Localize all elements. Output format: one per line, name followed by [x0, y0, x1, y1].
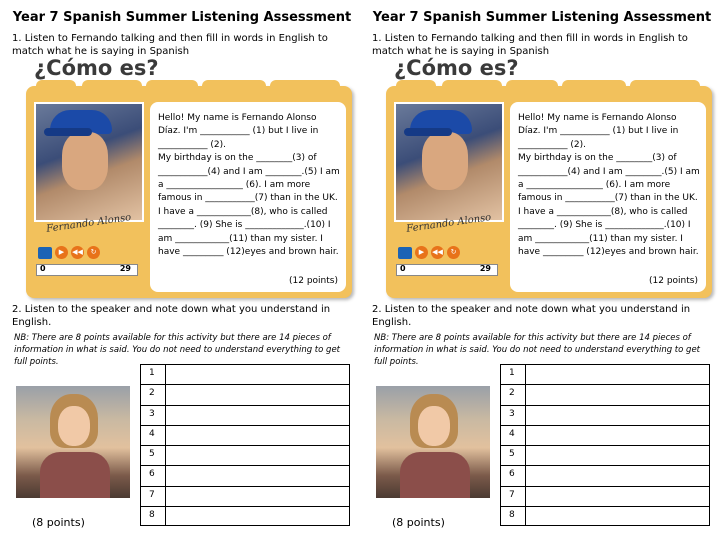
- listening-panel: [386, 86, 712, 298]
- shirt-shape: [40, 452, 110, 498]
- face-shape: [418, 406, 450, 446]
- row-number: 3: [509, 408, 515, 419]
- answer-row[interactable]: [140, 465, 350, 485]
- passage-text: Hello! My name is Fernando Alonso Díaz. I'm ___________ (1) but I live in ___________ (2). My birthday is on the ________(3) of ___________(4) and I am ________.(5) I am a _________________ (6). I am more famous in ___________(7) than in the UK. I have a ____________(8), who is called ________. (9) She is _____________.(10) I am ____________(11) than my sister. I have _________ (12)eyes and brown hair.: [518, 113, 700, 258]
- row-divider: [525, 446, 526, 465]
- listening-panel: [26, 86, 352, 298]
- fernando-photo: [394, 102, 504, 222]
- answer-table: [500, 364, 710, 526]
- worksheet-title: Year 7 Spanish Summer Listening Assessment: [372, 10, 712, 25]
- panel-tab: [146, 80, 198, 94]
- answer-row[interactable]: [500, 425, 710, 445]
- progress-start: 0: [40, 264, 46, 273]
- question-2-instructions: 2. Listen to the speaker and note down what you understand in English.: [12, 304, 331, 328]
- passage-text: Hello! My name is Fernando Alonso Díaz. I'm ___________ (1) but I live in ___________ (2). My birthday is on the ________(3) of ___________(4) and I am ________.(5) I am a _________________ (6). I am more famous in ___________(7) than in the UK. I have a ____________(8), who is called ________. (9) She is _____________.(10) I am ____________(11) than my sister. I have _________ (12)eyes and brown hair.: [158, 113, 340, 258]
- rewind-icon[interactable]: ◀◀: [71, 246, 84, 259]
- row-divider: [525, 466, 526, 485]
- answer-row[interactable]: [140, 445, 350, 465]
- row-divider: [525, 365, 526, 384]
- row-number: 7: [509, 489, 515, 500]
- audio-progress-bar[interactable]: [396, 264, 498, 276]
- row-number: 1: [509, 368, 515, 378]
- speaker-photo: [16, 386, 130, 498]
- row-number: 5: [149, 449, 155, 459]
- play-icon[interactable]: ▶: [415, 246, 428, 259]
- passage-points: (12 points): [289, 276, 338, 286]
- row-number: 2: [149, 388, 155, 399]
- como-es-heading: ¿Cómo es?: [394, 56, 519, 80]
- answer-row[interactable]: [500, 445, 710, 465]
- row-number: 6: [509, 469, 515, 480]
- signature: Fernando Alonso: [45, 212, 132, 235]
- speaker-icon[interactable]: [38, 247, 52, 259]
- row-divider: [165, 507, 166, 525]
- question-1-instructions: 1. Listen to Fernando talking and then fill in words in English to match what he is saying in Spanish: [372, 33, 688, 57]
- panel-tab: [442, 80, 502, 94]
- panel-tab: [630, 80, 700, 94]
- row-number: 8: [509, 509, 515, 520]
- rewind-icon[interactable]: ◀◀: [431, 246, 444, 259]
- answer-row[interactable]: [500, 384, 710, 404]
- row-number: 7: [149, 489, 155, 500]
- worksheet-left: [6, 0, 358, 540]
- progress-start: 0: [400, 264, 406, 273]
- question-2-instructions: 2. Listen to the speaker and note down what you understand in English.: [372, 304, 691, 328]
- panel-tab: [396, 80, 436, 94]
- nb-note: NB: There are 8 points available for this activity but there are 14 pieces of information in what is said. You do not need to understand everything to get full points.: [374, 333, 701, 367]
- panel-tab: [202, 80, 266, 94]
- shirt-shape: [400, 452, 470, 498]
- points-label: (8 points): [32, 516, 85, 529]
- nb-note: NB: There are 8 points available for this activity but there are 14 pieces of information in what is said. You do not need to understand everything to get full points.: [14, 333, 341, 367]
- audio-progress-bar[interactable]: [36, 264, 138, 276]
- row-divider: [165, 365, 166, 384]
- row-divider: [525, 507, 526, 525]
- visor-shape: [404, 128, 452, 136]
- row-divider: [165, 426, 166, 445]
- panel-tab: [506, 80, 558, 94]
- row-divider: [165, 406, 166, 425]
- passage-box: [510, 102, 706, 292]
- fernando-photo: [34, 102, 144, 222]
- row-divider: [525, 406, 526, 425]
- row-divider: [165, 446, 166, 465]
- row-divider: [525, 487, 526, 506]
- face-shape: [58, 406, 90, 446]
- replay-icon[interactable]: ↻: [447, 246, 460, 259]
- speaker-icon[interactable]: [398, 247, 412, 259]
- answer-row[interactable]: [500, 486, 710, 506]
- worksheet-title: Year 7 Spanish Summer Listening Assessment: [12, 10, 352, 25]
- answer-table: [140, 364, 350, 526]
- row-divider: [165, 385, 166, 404]
- passage-points: (12 points): [649, 276, 698, 286]
- face-shape: [422, 132, 468, 190]
- row-number: 4: [509, 428, 515, 439]
- panel-tab: [562, 80, 626, 94]
- row-number: 2: [509, 388, 515, 399]
- play-icon[interactable]: ▶: [55, 246, 68, 259]
- replay-icon[interactable]: ↻: [87, 246, 100, 259]
- passage-box: [150, 102, 346, 292]
- progress-end: 29: [119, 264, 131, 273]
- answer-row[interactable]: [500, 506, 710, 526]
- row-number: 4: [149, 428, 155, 439]
- face-shape: [62, 132, 108, 190]
- answer-row[interactable]: [140, 506, 350, 526]
- row-divider: [165, 466, 166, 485]
- answer-row[interactable]: [140, 384, 350, 404]
- row-divider: [525, 385, 526, 404]
- como-es-heading: ¿Cómo es?: [34, 56, 159, 80]
- answer-row[interactable]: [140, 364, 350, 384]
- progress-end: 29: [479, 264, 491, 273]
- row-number: 1: [149, 368, 155, 378]
- worksheet-right: [366, 0, 718, 540]
- row-divider: [165, 487, 166, 506]
- question-1-instructions: 1. Listen to Fernando talking and then fill in words in English to match what he is saying in Spanish: [12, 33, 328, 57]
- visor-shape: [44, 128, 92, 136]
- signature: Fernando Alonso: [405, 212, 492, 235]
- speaker-photo: [376, 386, 490, 498]
- panel-tab: [36, 80, 76, 94]
- answer-row[interactable]: [500, 364, 710, 384]
- audio-controls: [38, 246, 100, 259]
- answer-row[interactable]: [140, 405, 350, 425]
- panel-tab: [82, 80, 142, 94]
- row-number: 3: [149, 408, 155, 419]
- audio-controls: [398, 246, 460, 259]
- row-divider: [525, 426, 526, 445]
- row-number: 6: [149, 469, 155, 480]
- answer-row[interactable]: [500, 405, 710, 425]
- answer-row[interactable]: [140, 425, 350, 445]
- row-number: 5: [509, 449, 515, 459]
- row-number: 8: [149, 509, 155, 520]
- points-label: (8 points): [392, 516, 445, 529]
- answer-row[interactable]: [140, 486, 350, 506]
- answer-row[interactable]: [500, 465, 710, 485]
- panel-tab: [270, 80, 340, 94]
